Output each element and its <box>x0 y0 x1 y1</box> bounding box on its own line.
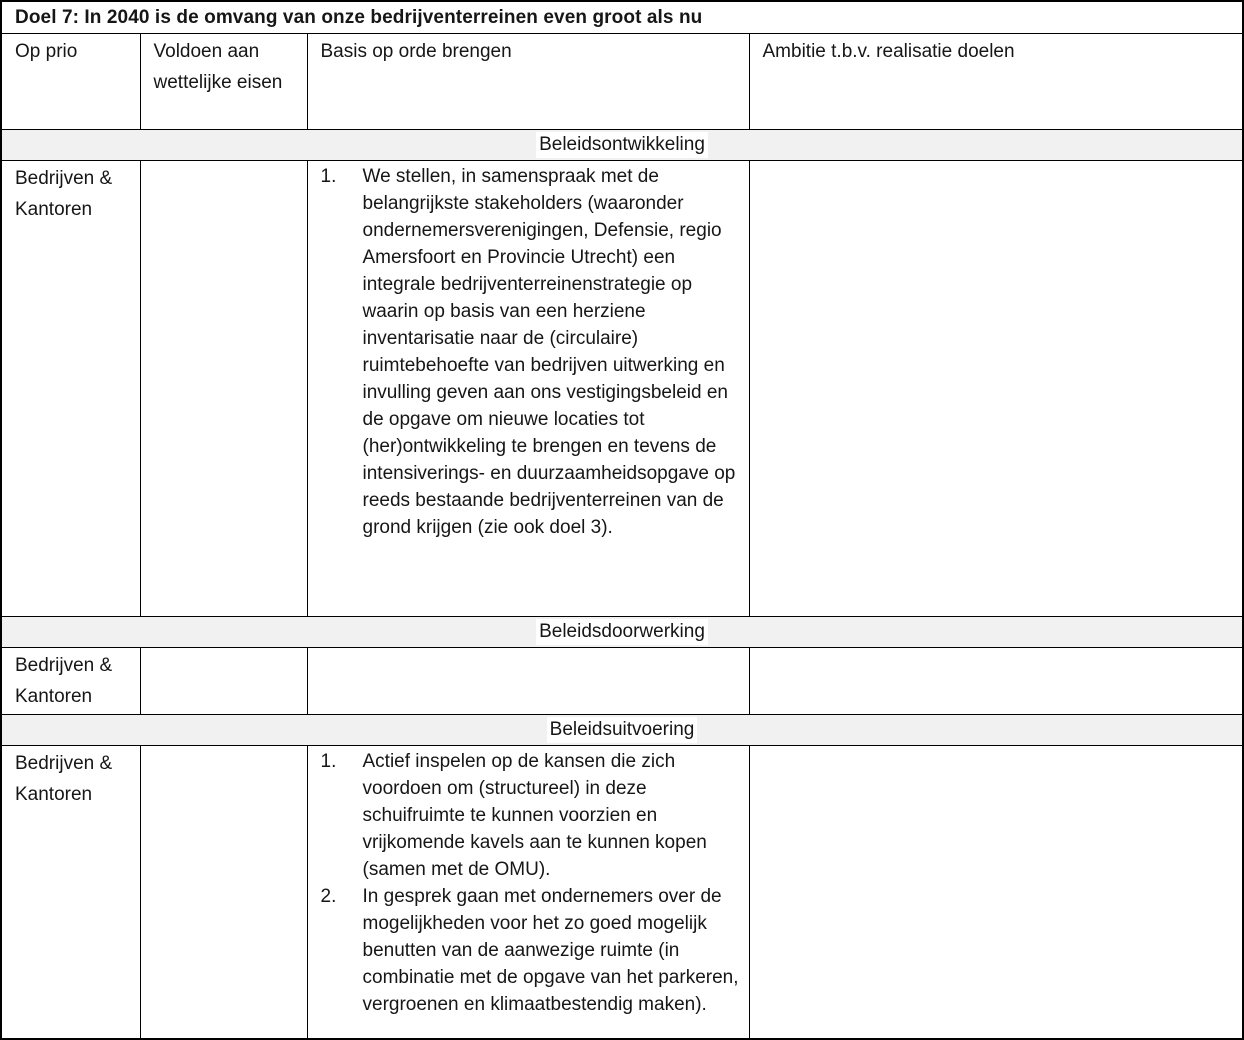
table-row <box>1 746 1243 1040</box>
list-item-number: 2. <box>320 886 337 907</box>
cell-ambitie <box>749 648 1243 715</box>
list-item-number: 1. <box>320 751 337 772</box>
column-header-row <box>1 34 1243 130</box>
list-item <box>321 748 739 883</box>
table-row <box>1 648 1243 715</box>
section-header-beleidsuitvoering <box>1 715 1243 746</box>
cell-category: Bedrijven & Kantoren <box>1 746 140 1040</box>
list-item-text: Actief inspelen op de kansen die zich voordoen om (structureel) in deze schuifruimte te kunnen voorzien en vrijkomende kavels aan te kunnen kopen (samen met de OMU). <box>362 751 707 880</box>
column-header-voldoen: Voldoen aan wettelijke eisen <box>140 34 307 130</box>
cell-category: Bedrijven & Kantoren <box>1 648 140 715</box>
column-header-op-prio: Op prio <box>1 34 140 130</box>
table-title-row <box>1 1 1243 34</box>
cell-voldoen <box>140 648 307 715</box>
table-row <box>1 161 1243 617</box>
cell-basis <box>307 746 749 1040</box>
section-label: Beleidsdoorwerking <box>536 619 708 645</box>
cell-category: Bedrijven & Kantoren <box>1 161 140 617</box>
cell-basis <box>307 648 749 715</box>
column-header-ambitie: Ambitie t.b.v. realisatie doelen <box>749 34 1243 130</box>
section-label: Beleidsuitvoering <box>547 717 698 743</box>
cell-voldoen <box>140 746 307 1040</box>
numbered-list <box>321 163 739 541</box>
list-item <box>321 883 739 1018</box>
list-item <box>321 163 739 541</box>
list-item-number: 1. <box>320 166 337 187</box>
list-item-text: We stellen, in samenspraak met de belangrijkste stakeholders (waaronder ondernemersverenigingen, Defensie, regio Amersfoort en Provincie Utrecht) een integrale bedrijventerreinenstrategie op waarin op basis van een herziene inventarisatie naar de (circulaire) ruimtebehoefte van bedrijven uitwerking en invulling geven aan ons vestigingsbeleid en de opgave om nieuwe locaties tot (her)ontwikkeling te brengen en tevens de intensiverings- en duurzaamheidsopgave op reeds bestaande bedrijventerreinen van de grond krijgen (zie ook doel 3). <box>362 166 736 538</box>
section-header-beleidsdoorwerking <box>1 617 1243 648</box>
cell-voldoen <box>140 161 307 617</box>
column-header-basis: Basis op orde brengen <box>307 34 749 130</box>
cell-ambitie <box>749 161 1243 617</box>
cell-ambitie <box>749 746 1243 1040</box>
list-item-text: In gesprek gaan met ondernemers over de mogelijkheden voor het zo goed mogelijk benutten van de aanwezige ruimte (in combinatie met de opgave van het parkeren, vergroenen en klimaatbestendig maken). <box>362 886 739 1015</box>
section-label: Beleidsontwikkeling <box>536 132 708 158</box>
numbered-list <box>321 748 739 1018</box>
table-title: Doel 7: In 2040 is de omvang van onze bedrijventerreinen even groot als nu <box>1 1 1243 34</box>
cell-basis <box>307 161 749 617</box>
section-header-beleidsontwikkeling <box>1 130 1243 161</box>
